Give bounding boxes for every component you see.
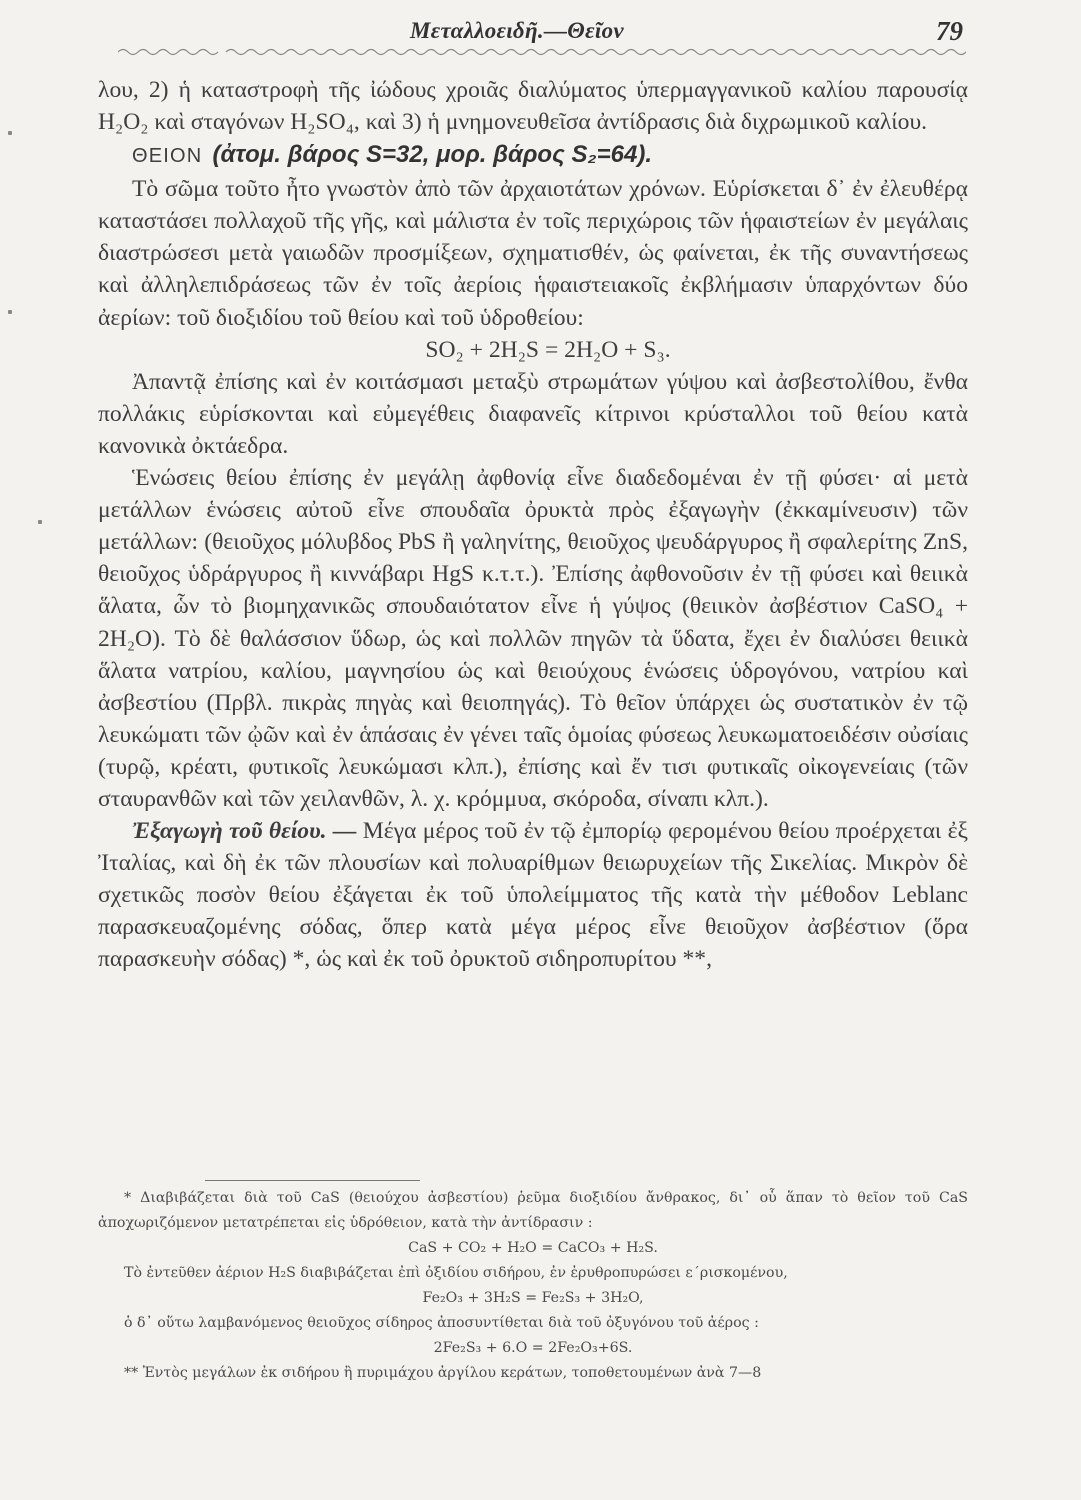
footnote-1-continuation: Τὸ ἐντεῦθεν ἀέριον H₂S διαβιβάζεται ἐπὶ ὀξιδίου σιδήρου, ἐν ἐρυθροπυρώσει ε΄ρισκομένου,: [124, 1265, 788, 1281]
paragraph-deposits: Ἀπαντᾷ ἐπίσης καὶ ἐν κοιτάσμασι μεταξὺ στρωμάτων γύψου καὶ ἀσβεστολίθου, ἔνθα πολλάκις εὑρίσκονται καὶ εὐμεγέθεις διαφανεῖς κίτρινοι κρύσταλλοι τοῦ θείου κατὰ κανονικὰ ὀκτάεδρα.: [98, 368, 968, 459]
paragraph-extraction: [98, 815, 968, 975]
margin-mark: [8, 131, 12, 135]
extraction-heading: Ἐξαγωγὴ τοῦ θείου. —: [132, 818, 357, 845]
footnotes: [98, 1186, 968, 1386]
margin-mark: [38, 520, 42, 524]
footnote-equation: Fe₂O₃ + 3H₂S = Fe₂S₃ + 3H₂O,: [422, 1290, 644, 1306]
page-header: [0, 14, 1081, 50]
continuation-paragraph: λου, 2) ἡ καταστροφὴ τῆς ἰώδους χροιᾶς διαλύματος ὑπερμαγγανικοῦ καλίου παρουσίᾳ H₂O₂ καὶ σταγόνων H₂SO₄, καὶ 3) ἡ μνημονευθεῖσα ἀντίδρασις διὰ διχρωμικοῦ καλίου.: [98, 77, 968, 136]
footnote-equation: 2Fe₂S₃ + 6.O = 2Fe₂O₃+6S.: [433, 1340, 633, 1356]
paragraph-compounds: Ἑνώσεις θείου ἐπίσης ἐν μεγάλῃ ἀφθονίᾳ εἶνε διαδεδομέναι ἐν τῇ φύσει· αἱ μετὰ μετάλλων ἑνώσεις αὐτοῦ εἶνε σπουδαῖα ὀρυκτὰ πρὸς ἐξαγωγὴν (ἐκκαμίνευσιν) τῶν μετάλλων: (θειοῦχος μόλυβδος PbS ἢ γαληνίτης, θειοῦχος ψευδάργυρος ἢ σφαλερίτης ZnS, θειοῦχος ὑδράργυρος ἢ κιννάβαρι HgS κ.τ.τ.). Ἐπίσης ἀφθονοῦσιν ἐν τῇ φύσει καὶ θειικὰ ἅλατα, ὧν τὸ βιομηχανικῶς σπουδαιότατον εἶνε ἡ γύψος (θειικὸν ἀσβέστιον CaSO₄ + 2H₂O). Τὸ δὲ θαλάσσιον ὕδωρ, ὡς καὶ πολλῶν πηγῶν τὰ ὕδατα, ἔχει ἐν διαλύσει θειικὰ ἅλατα νατρίου, καλίου, μαγνησίου ὡς καὶ θειούχους ἑνώσεις ὑδρογόνου, νατρίου καὶ ἀσβεστίου (Πρβλ. πικρὰς πηγὰς καὶ θειοπηγάς). Τὸ θεῖον ὑπάρχει ὡς συστατικὸν ἐν τῷ λευκώματι τῶν ᾠῶν καὶ ἐν ἁπάσαις ἐν γένει ταῖς ὁμοίας φύσεως λευκωματοειδέσιν οὐσίαις (τυρῷ, κρέατι, φυτικοῖς λευκώμασι κλπ.), ἐπίσης καὶ ἔν τισι φυτικαῖς οἰκογενείαις (τῶν σταυρανθῶν καὶ τῶν χειλανθῶν, λ. χ. κρόμμυα, σκόροδα, σίναπι κλπ.).: [98, 465, 968, 812]
footnote-equation: CaS + CO₂ + H₂O = CaCO₃ + H₂S.: [408, 1240, 658, 1256]
extraction-text: Μέγα μέρος τοῦ ἐν τῷ ἐμπορίῳ φερομένου θείου προέρχεται ἐξ Ἰταλίας, καὶ δὴ ἐκ τῶν πλουσίων καὶ πολυαρίθμων θειωρυχείων τῆς Σικελίας. Μικρὸν δὲ σχετικῶς ποσὸν θείου ἐξάγεται ἐκ τοῦ ὑπολείμματος τῆς κατὰ τὴν μέθοδον Leblanc παρασκευαζομένης σόδας, ὅπερ κατὰ μέγα μέρος εἶνε θειοῦχον ἀσβέστιον (ὅρα παρασκευὴν σόδας) *, ὡς καὶ ἐκ τοῦ ὀρυκτοῦ σιδηροπυρίτου **,: [98, 818, 968, 973]
header-wavy-rule: [118, 45, 966, 59]
paragraph-occurrence: Τὸ σῶμα τοῦτο ἦτο γνωστὸν ἀπὸ τῶν ἀρχαιοτάτων χρόνων. Εὑρίσκεται δ᾿ ἐν ἐλευθέρᾳ καταστάσει πολλαχοῦ τῆς γῆς, καὶ μάλιστα ἐν τοῖς περιχώροις τῶν ἡφαιστείων ἐν μεγάλαις διαστρώσεσι μετὰ γαιωδῶν προσμίξεων, σχηματισθέν, ὡς φαίνεται, ἐκ τῆς συναντήσεως καὶ ἀλληλεπιδράσεως τῶν ἐν τοῖς ἀερίοις ἡφαιστειακοῖς ἐκβλήμασιν ὑπαρχόντων δύο ἀερίων: τοῦ διοξιδίου τοῦ θείου καὶ τοῦ ὑδροθείου:: [98, 176, 968, 331]
running-title: Μεταλλοειδῆ.—Θεῖον: [410, 18, 624, 43]
footnote-1: * Διαβιβάζεται διὰ τοῦ CaS (θειούχου ἀσβεστίου) ῥεῦμα διοξιδίου ἄνθρακος, δι᾿ οὗ ἅπαν τὸ θεῖον τοῦ CaS ἀποχωριζόμενον μετατρέπεται εἰς ὑδρόθειον, κατὰ τὴν ἀντίδρασιν :: [98, 1190, 968, 1231]
footnote-1-continuation: ὁ δ᾿ οὕτω λαμβανόμενος θειοῦχος σίδηρος ἀποσυντίθεται διὰ τοῦ ὀξυγόνου τοῦ ἀέρος :: [124, 1315, 759, 1331]
page-number: 79: [936, 16, 963, 46]
body-text: [98, 74, 968, 976]
section-heading-info: (ἀτομ. βάρος S=32, μορ. βάρος S₂=64).: [212, 141, 653, 169]
section-heading: [98, 138, 968, 173]
footnote-2: ** Ἐντὸς μεγάλων ἐκ σιδήρου ἢ πυριμάχου ἀργίλου κεράτων, τοποθετουμένων ἀνὰ 7—8: [124, 1365, 762, 1381]
footnote-divider: [205, 1180, 420, 1181]
section-title: ΘΕΙΟΝ: [132, 145, 203, 168]
margin-mark: [8, 310, 12, 314]
equation: SO₂ + 2H₂S = 2H₂O + S₃.: [425, 336, 671, 363]
